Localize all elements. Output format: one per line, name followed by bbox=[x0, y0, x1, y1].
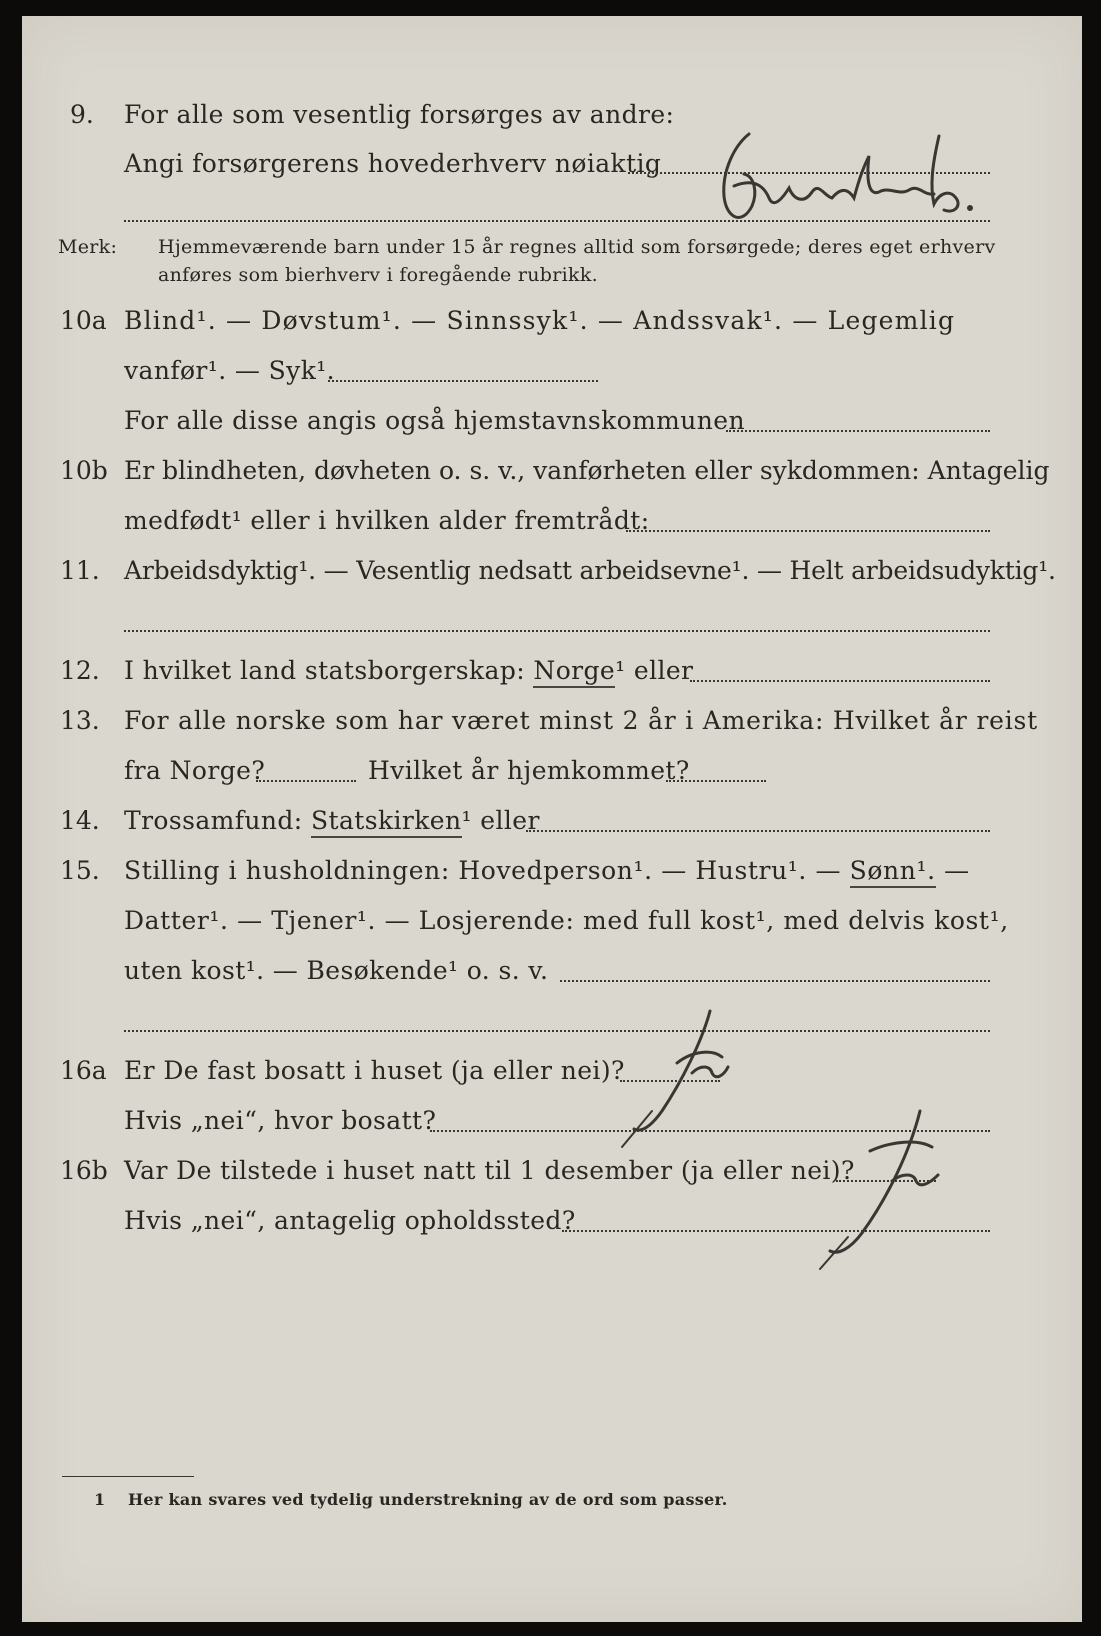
q15-number: 15. bbox=[60, 856, 100, 885]
q14-number: 14. bbox=[60, 806, 100, 835]
q16a-number: 16a bbox=[60, 1056, 107, 1085]
q14-prefix: Trossamfund: bbox=[124, 806, 303, 835]
q10a-syk-line bbox=[328, 380, 598, 382]
q10a-line2: vanfør¹. — Syk¹. bbox=[124, 356, 336, 385]
q10b-line1: Er blindheten, døvheten o. s. v., vanførheten eller sykdommen: Antagelig bbox=[124, 456, 1050, 485]
merk-line1: Hjemmeværende barn under 15 år regnes alltid som forsørgede; deres eget erhverv bbox=[158, 236, 996, 258]
q10a-kommune-line bbox=[726, 430, 990, 432]
q15-line1 bbox=[124, 856, 970, 885]
q11-line1: Arbeidsdyktig¹. — Vesentlig nedsatt arbeidsevne¹. — Helt arbeidsudyktig¹. bbox=[124, 556, 1056, 585]
q15-answer-line-2 bbox=[124, 1030, 990, 1032]
q13-number: 13. bbox=[60, 706, 100, 735]
q16a-line1: Er De fast bosatt i huset (ja eller nei)? bbox=[124, 1056, 625, 1085]
q14-line bbox=[124, 806, 540, 835]
q13-reist-line bbox=[256, 780, 356, 782]
q9-number: 9. bbox=[70, 100, 94, 129]
q12-underlined-answer: Norge bbox=[533, 656, 615, 688]
q11-number: 11. bbox=[60, 556, 100, 585]
q10a-line1: Blind¹. — Døvstum¹. — Sinnssyk¹. — Andssvak¹. — Legemlig bbox=[124, 306, 956, 335]
footnote-text: Her kan svares ved tydelig understrekning av de ord som passer. bbox=[128, 1490, 728, 1509]
q12-number: 12. bbox=[60, 656, 100, 685]
q15-line2: Datter¹. — Tjener¹. — Losjerende: med full kost¹, med delvis kost¹, bbox=[124, 906, 1009, 935]
q13-line1: For alle norske som har været minst 2 år i Amerika: Hvilket år reist bbox=[124, 706, 1039, 735]
q15-underlined-answer: Sønn¹. bbox=[850, 856, 936, 888]
q13-hjemkommet-line bbox=[666, 780, 766, 782]
q15-line1-suffix: — bbox=[944, 856, 970, 885]
q10b-line2: medfødt¹ eller i hvilken alder fremtrådt: bbox=[124, 506, 650, 535]
q10b-answer-line bbox=[626, 530, 990, 532]
q14-underlined-answer: Statskirken bbox=[311, 806, 462, 838]
q10b-number: 10b bbox=[60, 456, 108, 485]
q9-line2: Angi forsørgerens hovederhverv nøiaktig bbox=[124, 149, 662, 178]
q13-line2a: fra Norge? bbox=[124, 756, 266, 785]
q16b-line1: Var De tilstede i huset natt til 1 desember (ja eller nei)? bbox=[124, 1156, 855, 1185]
merk-line2: anføres som bierhverv i foregående rubrikk. bbox=[158, 264, 598, 286]
q16a-line2: Hvis „nei“, hvor bosatt? bbox=[124, 1106, 437, 1135]
q12-suffix: ¹ eller bbox=[615, 656, 694, 685]
q16a-handwritten-answer bbox=[582, 1001, 762, 1155]
q14-suffix: ¹ eller bbox=[461, 806, 540, 835]
q16b-line2: Hvis „nei“, antagelig opholdssted? bbox=[124, 1206, 576, 1235]
q11-answer-line bbox=[124, 630, 990, 632]
q15-answer-line bbox=[560, 980, 990, 982]
q12-prefix: I hvilket land statsborgerskap: bbox=[124, 656, 526, 685]
q16b-number: 16b bbox=[60, 1156, 108, 1185]
q12-answer-line bbox=[690, 680, 990, 682]
q10a-number: 10a bbox=[60, 306, 107, 335]
q15-line1-prefix: Stilling i husholdningen: Hovedperson¹. — Hustru¹. — bbox=[124, 856, 842, 885]
census-form-page bbox=[22, 16, 1082, 1622]
q13-line2b: Hvilket år hjemkommet? bbox=[368, 756, 690, 785]
q16b-handwritten-answer bbox=[792, 1101, 972, 1275]
q9-line1: For alle som vesentlig forsørges av andre: bbox=[124, 100, 675, 129]
footnote-rule bbox=[62, 1476, 194, 1477]
q14-answer-line bbox=[526, 830, 990, 832]
merk-label: Merk: bbox=[58, 236, 118, 258]
q9-handwritten-answer bbox=[694, 126, 994, 240]
q12-line bbox=[124, 656, 693, 685]
footnote-mark: 1 bbox=[94, 1490, 106, 1509]
q10a-line3: For alle disse angis også hjemstavnskommunen bbox=[124, 406, 745, 435]
q15-line3: uten kost¹. — Besøkende¹ o. s. v. bbox=[124, 956, 549, 985]
